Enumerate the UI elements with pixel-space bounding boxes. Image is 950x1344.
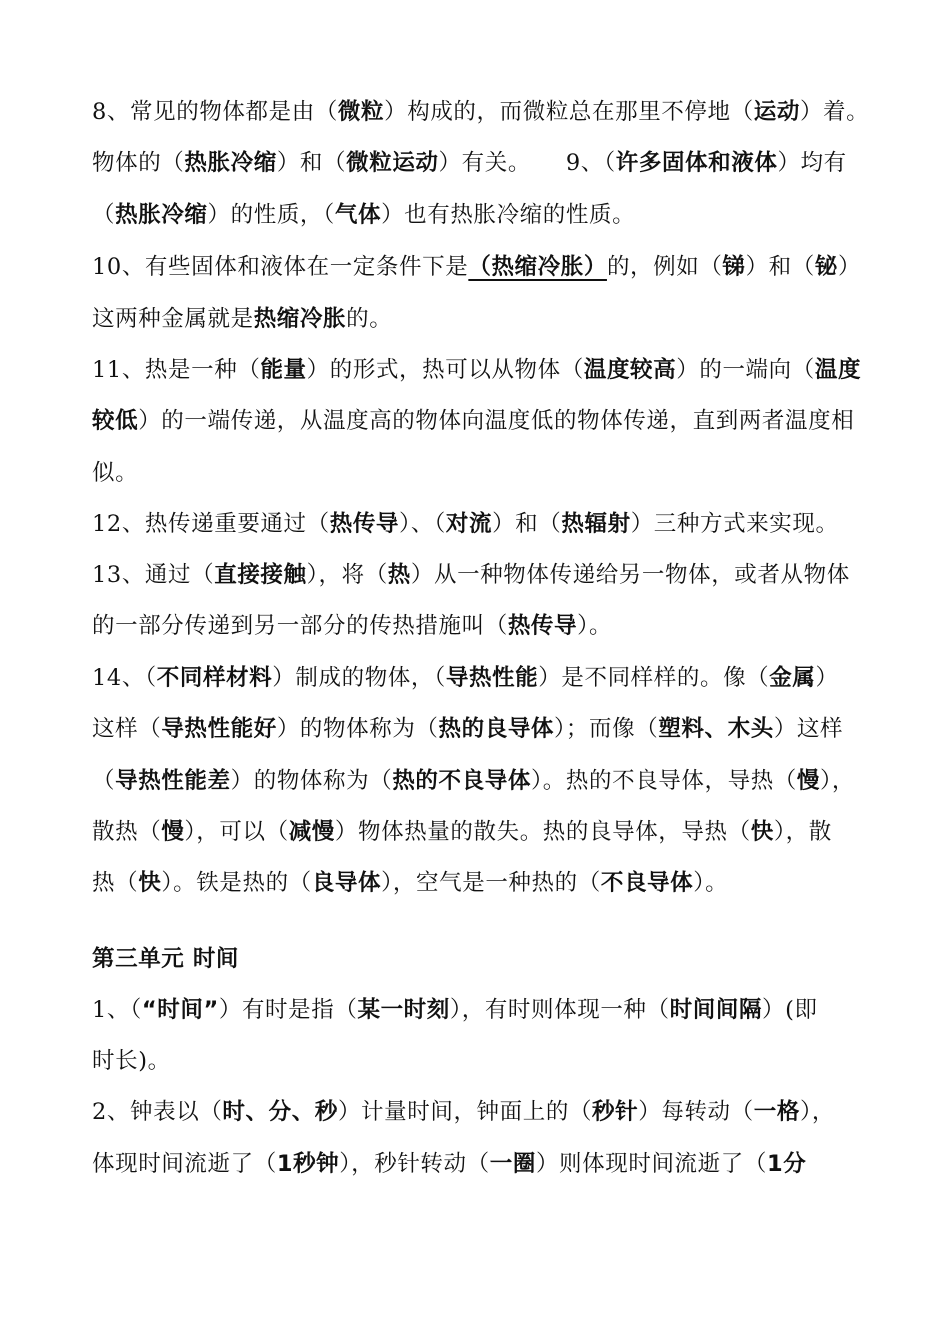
body-text: ）。热的不良导体，导热（ — [530, 768, 797, 794]
body-text: ）的物体称为（ — [230, 768, 393, 794]
text-line — [92, 509, 839, 539]
answer-text: 慢 — [161, 819, 185, 845]
body-text: 似。 — [92, 460, 139, 486]
answer-text: 热传导 — [329, 511, 400, 537]
answer-text: 锑 — [722, 254, 746, 280]
text-line — [92, 148, 847, 178]
body-text: 物体的（ — [92, 150, 185, 176]
answer-text: 热胀冷缩 — [115, 202, 208, 228]
body-text: ）。铁是热的（ — [161, 870, 312, 896]
answer-text: 能量 — [260, 357, 307, 383]
body-text: （ — [92, 202, 116, 228]
body-text: 时长)。 — [92, 1048, 171, 1074]
body-text: ）从一种物体传递给另一物体，或者从物体 — [410, 562, 850, 588]
body-text: 2、钟表以（ — [92, 1099, 223, 1125]
body-text: ）则体现时间流逝了（ — [535, 1151, 767, 1177]
body-text: 8、常见的物体都是由（ — [92, 99, 338, 125]
text-line — [92, 995, 818, 1025]
body-text: ）的一端传递，从温度高的物体向温度低的物体传递，直到两者温度相 — [138, 408, 855, 434]
answer-text: 热的不良导体 — [392, 768, 531, 794]
body-text: ），散 — [773, 819, 832, 845]
body-text: ），有时则体现一种（ — [449, 997, 670, 1023]
text-line — [92, 766, 855, 796]
body-text: ）和（ — [276, 150, 347, 176]
answer-text: 热的良导体 — [438, 716, 555, 742]
answer-text: 不同样材料 — [156, 665, 273, 691]
answer-text: 一格 — [753, 1099, 800, 1125]
body-text: ）；而像（ — [554, 716, 659, 742]
body-text: ）的一端向（ — [676, 357, 815, 383]
body-text: （ — [92, 768, 116, 794]
body-text: ）均有 — [777, 150, 847, 176]
body-text: ），将（ — [306, 562, 388, 588]
text-line — [92, 1149, 806, 1179]
answer-text: 一圈 — [489, 1151, 536, 1177]
answer-text: 导热性能差 — [115, 768, 231, 794]
body-text: ） — [838, 254, 862, 280]
answer-text: 运动 — [753, 99, 800, 125]
answer-text: 1分 — [766, 1151, 807, 1177]
body-text: ）物体热量的散失。热的良导体，导热（ — [334, 819, 751, 845]
body-text: ），秒针转动（ — [339, 1151, 490, 1177]
answer-text: 时间间隔 — [669, 997, 763, 1023]
answer-text: 微粒 — [337, 99, 385, 125]
body-text: ）。 — [693, 870, 729, 896]
answer-text: 慢 — [796, 768, 820, 794]
text-line — [92, 714, 843, 744]
body-text: 体现时间流逝了（ — [92, 1151, 277, 1177]
text-line — [92, 304, 392, 334]
answer-text: 直接接触 — [214, 562, 307, 588]
body-text: ）的性质，（ — [207, 202, 335, 228]
answer-text: 气体 — [334, 202, 382, 228]
body-text: 这样（ — [92, 716, 162, 742]
body-text: ）， — [799, 1099, 835, 1125]
body-text: ）计量时间，钟面上的（ — [337, 1099, 593, 1125]
body-text: ），空气是一种热的（ — [381, 870, 601, 896]
body-text: ）这样 — [773, 716, 844, 742]
answer-text: 良导体 — [311, 870, 382, 896]
answer-text: “时间” — [141, 997, 219, 1023]
answer-text: 秒针 — [592, 1099, 639, 1125]
body-text: 14、（ — [92, 665, 157, 691]
body-text: ）的物体称为（ — [276, 716, 439, 742]
body-text: ）制成的物体，（ — [272, 665, 446, 691]
text-line — [92, 663, 839, 693]
body-text: 的一部分传递到另一部分的传热措施叫（ — [92, 613, 508, 639]
body-text: ）每转动（ — [638, 1099, 754, 1125]
answer-text: 铋 — [814, 254, 838, 280]
body-text: 散热（ — [92, 819, 162, 845]
answer-text: 温度较高 — [583, 357, 677, 383]
answer-text: 热胀冷缩 — [184, 150, 277, 176]
answer-text: 许多固体和液体 — [615, 150, 778, 176]
text-line — [92, 252, 861, 282]
text-line — [92, 611, 612, 641]
answer-text: 微粒运动 — [346, 150, 439, 176]
body-text: 的，例如（ — [606, 254, 723, 280]
answer-text: 热辐射 — [561, 511, 631, 537]
answer-text: 金属 — [769, 665, 816, 691]
answer-text: 导热性能 — [445, 665, 539, 691]
text-line — [92, 1046, 171, 1076]
body-text: ）的形式，热可以从物体（ — [306, 357, 584, 383]
answer-text: （热缩冷胀） — [468, 254, 607, 280]
text-line — [92, 868, 728, 898]
body-text: ），可以（ — [184, 819, 289, 845]
answer-text: 热缩冷胀 — [253, 306, 347, 332]
body-text: ）和（ — [492, 511, 562, 537]
body-text: 12、热传递重要通过（ — [92, 511, 330, 537]
text-line — [92, 97, 869, 127]
answer-text: 快 — [750, 819, 774, 845]
answer-text: 减慢 — [288, 819, 335, 845]
body-text: ）、（ — [399, 511, 446, 537]
body-text: ）和（ — [745, 254, 815, 280]
body-text: 10、有些固体和液体在一定条件下是 — [92, 254, 469, 280]
body-text: ）。 — [577, 613, 613, 639]
body-text: ）有关。 9、（ — [438, 150, 616, 176]
body-text: 11、热是一种（ — [92, 357, 261, 383]
answer-text: 导热性能好 — [161, 716, 277, 742]
answer-text: 快 — [138, 870, 162, 896]
answer-text: 不良导体 — [600, 870, 694, 896]
body-text: 13、通过（ — [92, 562, 215, 588]
text-line — [92, 355, 861, 385]
body-text: 热（ — [92, 870, 139, 896]
body-text: ）也有热胀冷缩的性质。 — [381, 202, 636, 228]
answer-text: 温度 — [814, 357, 862, 383]
answer-text: 塑料、木头 — [658, 716, 774, 742]
section-heading: 第三单元 时间 — [92, 946, 240, 972]
body-text: ） — [815, 665, 839, 691]
text-line — [92, 406, 854, 436]
answer-text: 对流 — [445, 511, 493, 537]
body-text: 的。 — [346, 306, 393, 332]
body-text: ）构成的，而微粒总在那里不停地（ — [384, 99, 754, 125]
text-line — [92, 458, 138, 488]
answer-text: 1秒钟 — [276, 1151, 340, 1177]
answer-text: 热 — [387, 562, 411, 588]
body-text: ）着。 — [799, 99, 870, 125]
body-text: ）是不同样样的。像（ — [538, 665, 770, 691]
body-text: 这两种金属就是 — [92, 306, 254, 332]
answer-text: 较低 — [92, 408, 139, 434]
answer-text: 热传导 — [507, 613, 578, 639]
body-text: ）， — [820, 768, 855, 794]
body-text: ）(即 — [762, 997, 818, 1023]
answer-text: 某一时刻 — [357, 997, 450, 1023]
text-line — [92, 560, 850, 590]
text-line — [92, 817, 832, 847]
text-line — [92, 200, 635, 230]
text-line — [92, 1097, 835, 1127]
body-text: ）有时是指（ — [218, 997, 358, 1023]
body-text: 1、（ — [92, 997, 142, 1023]
body-text: ）三种方式来实现。 — [630, 511, 839, 537]
answer-text: 时、分、秒 — [222, 1099, 338, 1125]
